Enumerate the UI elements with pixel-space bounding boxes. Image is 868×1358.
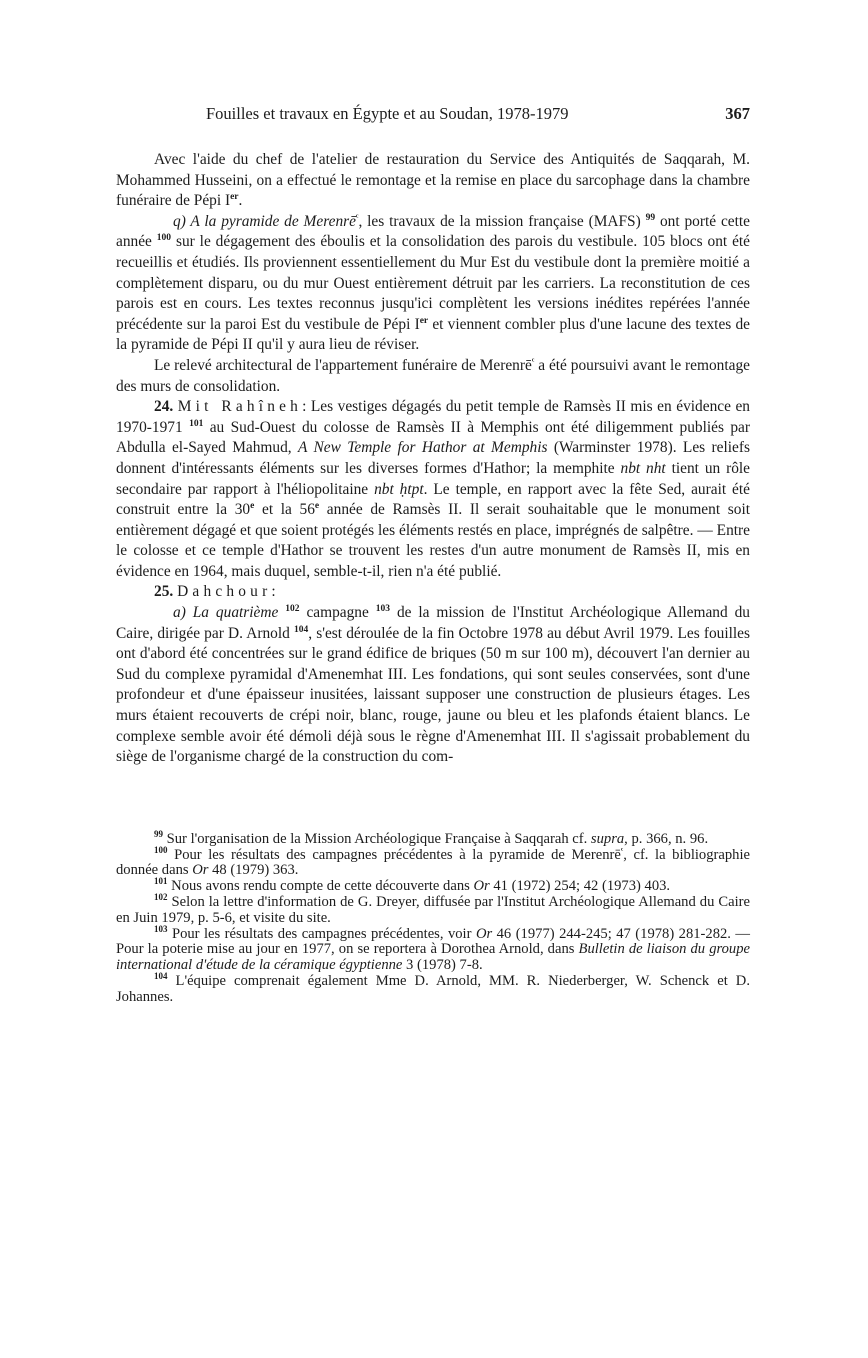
book-title: A New Temple for Hathor at Memphis bbox=[298, 439, 548, 457]
footnote-ref-102[interactable]: 102 bbox=[285, 604, 300, 615]
page-number: 367 bbox=[725, 104, 750, 123]
footnote-ref-99[interactable]: 99 bbox=[645, 212, 656, 223]
running-head bbox=[116, 104, 750, 128]
paragraph-mit-rahineh: 24. Mit Rahîneh: Les vestiges dégagés du petit temple de Ramsès II mis en évidence en 1970-1971 $^{101}$ au Sud-Ouest du colosse de Ramsès II à Memphis ont été diligemment publiés par Abdulla el-Sayed Mahmud, A New Temple for Hathor at Memphis (Warminster 1978). Les reliefs donnent d'intéressants éléments sur les diverses formes d'Hathor; la memphite nbt nht tient un rôle secondaire par rapport à l'héliopolitaine nbt ḥtpt. Le temple, en rapport avec la fête Sed, aurait été construit entre la 30e et la 56e année de Ramsès II. Il serait souhaitable que le monument soit entièrement dégagé et que soient protégés les éléments restés en place, imprégnés de salpêtre. — Entre le colosse et ce temple d'Hathor se trouvent les restes d'un autre monument de Ramsès II, mis en évidence en 1964, mais duquel, semble-t-il, rien n'a été publié. bbox=[116, 398, 751, 580]
footnote-100: $^{100}$ Pour les résultats des campagnes précédentes à la pyramide de Merenrē$^ᶜ$, cf. la bibliographie donnée dans Or 48 (1979) 363. bbox=[116, 844, 750, 879]
running-title: Fouilles et travaux en Égypte et au Soudan, 1978-1979 bbox=[206, 104, 569, 123]
paragraph-dahchour-a: a) La quatrième $^{102}$ campagne $^{103}$ de la mission de l'Institut Archéologique Allemand du Caire, dirigée par D. Arnold $^{104}$, s'est déroulée de la fin Octobre 1978 au début Avril 1979. Les fouilles ont d'abord été concentrées sur le grand édifice de briques (50 m sur 100 m), découvert l'an dernier au Sud du complexe pyramidal d'Amenemhat III. Les fondations, qui sont seules conservées, sont d'une profondeur et d'une épaisseur inusitées, laissant supposer une construction de plusieurs étages. Les murs étaient recouverts de crépi noir, blanc, rouge, jaune ou bleu et les plafonds étaient blancs. Le complexe semble avoir été démoli déjà sous le règne d'Amenemhat III. Il s'agissait probablement du siège de l'organisme chargé de la construction du com- bbox=[116, 604, 751, 766]
place-name: Dahchour bbox=[177, 583, 272, 601]
paragraph-merenre: q) A la pyramide de Merenrē$^ᶜ$, les travaux de la mission française (MAFS) $^{99}$ ont porté cette année $^{100}$ sur le dégagement des éboulis et la consolidation des parois du vestibule. 105 blocs ont été recueillis et étudiés. Ils proviennent essentiellement du Mur Est du vestibule dont la première moitié a complètement disparu, ou du mur Ouest entièrement détruit par les carriers. La reconstitution de ces parois est en cours. Les textes reconnus jusqu'ici complètent les versions inédites repérées l'année précédente sur la paroi Est du vestibule de Pépi Ier et viennent combler plus d'une lacune des textes de la pyramide de Pépi II qu'il y aura lieu de réviser. bbox=[116, 212, 751, 354]
footnote-102: $^{102}$ Selon la lettre d'information de G. Dreyer, diffusée par l'Institut Archéologique Allemand du Caire en Juin 1979, p. 5-6, et visite du site. bbox=[116, 892, 750, 926]
place-name: Mit Rahîneh bbox=[177, 398, 303, 416]
footnote-ref-104[interactable]: 104 bbox=[293, 624, 309, 635]
footnote-101: $^{101}$ Nous avons rendu compte de cette découverte dans Or 41 (1972) 254; 42 (1973) 403. bbox=[154, 876, 671, 895]
footnote-99: $^{99}$ Sur l'organisation de la Mission Archéologique Française à Saqqarah cf. supra, p. 366, n. 96. bbox=[154, 828, 709, 847]
footnote-103: $^{103}$ Pour les résultats des campagnes précédentes, voir Or 46 (1977) 244-245; 47 (1978) 281-282. — Pour la poterie mise au jour en 1977, on se reportera à Dorothea Arnold, dans Bulletin de liaison du groupe international d'étude de la céramique égyptienne 3 (1978) 7-8. bbox=[116, 923, 751, 974]
footnote-104: $^{104}$ L'équipe comprenait également Mme D. Arnold, MM. R. Niederberger, W. Schenck et D. Johannes. bbox=[116, 970, 750, 1005]
footnote-ref-101[interactable]: 101 bbox=[189, 418, 204, 429]
page bbox=[116, 104, 750, 1006]
footnote-ref-100[interactable]: 100 bbox=[156, 233, 172, 244]
paragraph-dahchour-heading: 25. Dahchour: bbox=[154, 583, 276, 601]
main-text bbox=[116, 150, 750, 768]
footnotes bbox=[116, 828, 751, 1006]
paragraph-releve: Le relevé architectural de l'appartement funéraire de Merenrē$^ᶜ$ a été poursuivi avant le remontage des murs de consolidation. bbox=[116, 356, 751, 395]
paragraph-restoration: Avec l'aide du chef de l'atelier de restauration du Service des Antiquités de Saqqarah, M. Mohammed Husseini, on a effectué le remontage et la remise en place du sarcophage dans la chambre funéraire de Pépi Ier. bbox=[116, 151, 750, 210]
footnote-ref-103[interactable]: 103 bbox=[375, 604, 391, 615]
